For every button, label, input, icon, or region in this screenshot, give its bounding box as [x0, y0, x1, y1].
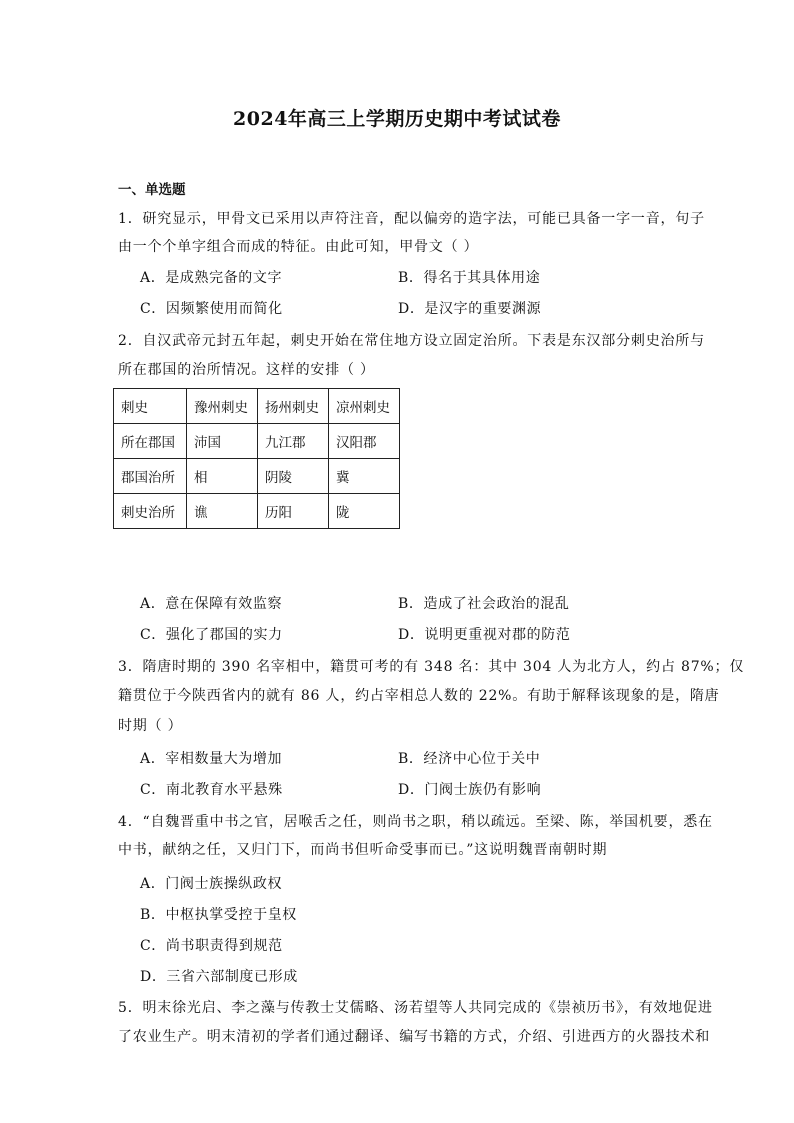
table-cell: 沛国: [187, 424, 258, 459]
question-1-option-c: C．因频繁使用而简化: [140, 301, 283, 317]
question-2-option-d: D．说明更重视对郡的防范: [398, 627, 571, 643]
section-heading: 一、单选题: [118, 182, 186, 198]
question-1-option-d: D．是汉字的重要渊源: [398, 301, 542, 317]
table-cell: 陇: [329, 494, 400, 529]
table-cell: 谯: [187, 494, 258, 529]
exam-title: 2024年高三上学期历史期中考试试卷: [233, 108, 561, 130]
table-cell: 豫州刺史: [187, 389, 258, 424]
question-3-option-a: A．宰相数量大为增加: [140, 751, 283, 767]
question-5-line-2: 了农业生产。明末清初的学者们通过翻译、编写书籍的方式，介绍、引进西方的火器技术和: [118, 1029, 710, 1045]
table-cell: 九江郡: [258, 424, 329, 459]
question-4-option-c: C．尚书职责得到规范: [140, 938, 283, 954]
question-3-option-d: D．门阀士族仍有影响: [398, 782, 542, 798]
table-cell: 扬州刺史: [258, 389, 329, 424]
table-cell: 所在郡国: [114, 424, 187, 459]
table-row: [114, 424, 400, 459]
question-3-line-2: 籍贯位于今陕西省内的就有 86 人，约占宰相总人数的 22%。有助于解释该现象的是，隋唐: [118, 688, 720, 704]
question-4-option-b: B．中枢执掌受控于皇权: [140, 907, 297, 923]
table-cell: 冀: [329, 459, 400, 494]
question-4-line-2: 中书，献纳之任，又归门下，而尚书但听命受事而已。”这说明魏晋南朝时期: [118, 842, 608, 858]
question-3-line-1: 3．隋唐时期的 390 名宰相中，籍贯可考的有 348 名：其中 304 人为北方人，约占 87%；仅: [118, 659, 745, 675]
question-3-option-b: B．经济中心位于关中: [398, 751, 541, 767]
question-4-option-d: D．三省六部制度已形成: [140, 969, 298, 985]
question-2-option-c: C．强化了郡国的实力: [140, 627, 283, 643]
question-3-option-c: C．南北教育水平悬殊: [140, 782, 283, 798]
table-cell: 刺史: [114, 389, 187, 424]
question-1-option-b: B．得名于其具体用途: [398, 270, 541, 286]
table-cell: 刺史治所: [114, 494, 187, 529]
question-2-option-b: B．造成了社会政治的混乱: [398, 596, 570, 612]
table-row: [114, 389, 400, 424]
question-1-line-2: 由一个个单字组合而成的特征。由此可知，甲骨文（ ）: [118, 239, 479, 255]
table-row: [114, 494, 400, 529]
table-cell: 凉州刺史: [329, 389, 400, 424]
question-2-line-1: 2．自汉武帝元封五年起，刺史开始在常住地方设立固定治所。下表是东汉部分刺史治所与: [118, 333, 705, 349]
question-1-line-1: 1．研究显示，甲骨文已采用以声符注音，配以偏旁的造字法，可能已具备一字一音，句子: [118, 211, 705, 227]
table-cell: 相: [187, 459, 258, 494]
question-2-line-2: 所在郡国的治所情况。这样的安排（ ）: [118, 362, 375, 378]
table-row: [114, 459, 400, 494]
question-1-option-a: A．是成熟完备的文字: [140, 270, 283, 286]
table-cell: 阴陵: [258, 459, 329, 494]
question-4-option-a: A．门阀士族操纵政权: [140, 876, 283, 892]
question-5-line-1: 5．明末徐光启、李之藻与传教士艾儒略、汤若望等人共同完成的《崇祯历书》，有效地促进: [118, 1000, 713, 1016]
table-cell: 郡国治所: [114, 459, 187, 494]
question-3-line-3: 时期（ ）: [118, 718, 183, 734]
question-4-line-1: 4．“自魏晋重中书之官，居喉舌之任，则尚书之职，稍以疏远。至梁、陈，举国机要，悉在: [118, 814, 713, 830]
question-2-option-a: A．意在保障有效监察: [140, 596, 283, 612]
table-cell: 汉阳郡: [329, 424, 400, 459]
governance-table: [113, 388, 400, 529]
table-cell: 历阳: [258, 494, 329, 529]
